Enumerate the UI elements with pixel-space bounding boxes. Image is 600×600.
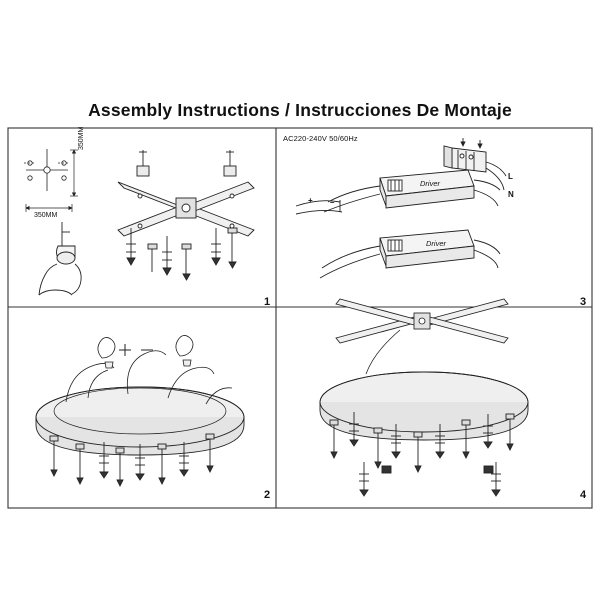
panel-4-drawing	[320, 299, 528, 496]
terminal-negative-label: –	[330, 198, 335, 207]
panel-3-drawing	[296, 138, 506, 278]
driver-unit-1	[324, 170, 500, 212]
page-title: Assembly Instructions / Instrucciones De Montaje	[88, 100, 512, 120]
panel-number-3: 3	[580, 296, 587, 308]
driver-label-1: Driver	[420, 179, 440, 188]
panel-number-1: 1	[264, 296, 271, 308]
terminal-live-label: L	[508, 172, 513, 181]
terminal-positive-label: +	[308, 196, 313, 205]
driver-unit-2	[320, 230, 500, 278]
dimension-label-horizontal: 350MM	[34, 212, 58, 219]
panel-1-fasteners	[126, 228, 237, 280]
panel-1-drawing	[24, 149, 254, 295]
terminal-neutral-label: N	[508, 190, 514, 199]
driver-label-2: Driver	[426, 239, 446, 248]
voltage-label: AC220-240V 50/60Hz	[283, 134, 358, 143]
panel-number-2: 2	[264, 489, 271, 501]
dimension-label-vertical: 350MM	[78, 126, 85, 150]
panel-2-drawing	[36, 335, 244, 486]
panel-number-4: 4	[580, 489, 587, 501]
